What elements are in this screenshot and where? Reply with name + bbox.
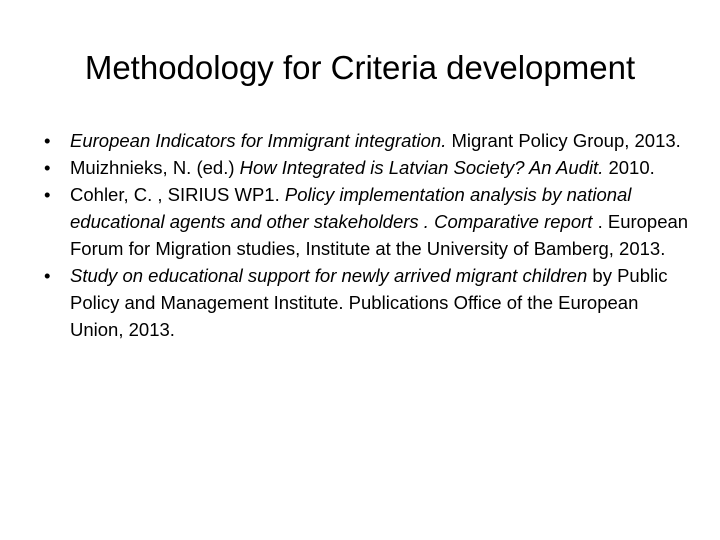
- reference-italic-title: How Integrated is Latvian Society? An Audit.: [239, 157, 604, 178]
- reference-italic-lead: European Indicators for Immigrant integration.: [70, 130, 447, 151]
- reference-item: [44, 181, 694, 262]
- bullet-icon: •: [44, 130, 51, 151]
- bullet-icon: •: [44, 265, 51, 286]
- bullet-icon: •: [44, 157, 51, 178]
- reference-item: [44, 262, 694, 343]
- reference-plain-text: by Public Policy and Management Institute. Publications Office of the European Union, 2013.: [70, 265, 668, 340]
- reference-plain-text: Migrant Policy Group, 2013.: [446, 130, 681, 151]
- bullet-icon: •: [44, 184, 51, 205]
- reference-italic-title: Policy implementation analysis by national educational agents and other stakeholders . Comparative report: [70, 184, 632, 232]
- reference-list: [44, 127, 694, 343]
- reference-plain-text: Muizhnieks, N. (ed.): [70, 157, 240, 178]
- reference-plain-tail: . European Forum for Migration studies, Institute at the University of Bamberg, 2013.: [70, 211, 689, 259]
- reference-plain-text: Cohler, C. , SIRIUS WP1.: [70, 184, 285, 205]
- slide-title: Methodology for Criteria development: [84, 49, 636, 86]
- reference-item: [44, 127, 694, 154]
- reference-item: [44, 154, 694, 181]
- reference-plain-tail: 2010.: [603, 157, 655, 178]
- reference-italic-lead: Study on educational support for newly arrived migrant children: [70, 265, 588, 286]
